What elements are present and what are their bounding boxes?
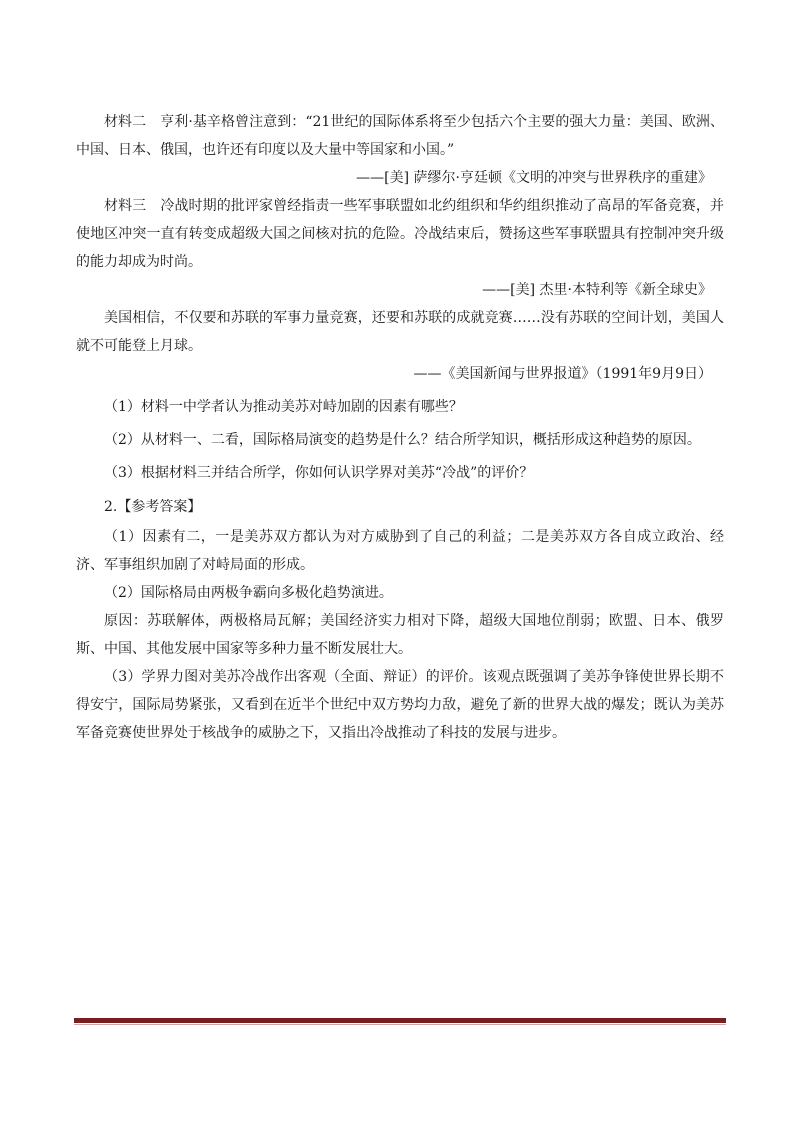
question-2: （2）从材料一、二看，国际格局演变的趋势是什么？结合所学知识，概括形成这种趋势的原因。: [104, 432, 701, 448]
question-1: （1）材料一中学者认为推动美苏对峙加剧的因素有哪些？: [104, 399, 463, 415]
material2-source: ——[美] 萨缪尔·亨廷顿《文明的冲突与世界秩序的重建》: [356, 170, 712, 186]
material2-text: 材料二 亨利·基辛格曾注意到：“21世纪的国际体系将至少包括六个主要的强大力量：美国、欧洲、中国、日本、俄国，也许还有印度以及大量中等国家和小国。”: [76, 114, 724, 158]
answer-2-reason: 原因：苏联解体，两极格局瓦解；美国经济实力相对下降，超级大国地位削弱；欧盟、日本、俄罗斯、中国、其他发展中国家等多种力量不断发展壮大。: [76, 613, 724, 657]
material3-text: 材料三 冷战时期的批评家曾经指责一些军事联盟如北约组织和华约组织推动了高昂的军备竞赛，并使地区冲突一直有转变成超级大国之间核对抗的危险。冷战结束后，赞扬这些军事联盟具有控制冲突升级的能力却成为时尚。: [76, 198, 724, 270]
answer-2: （2）国际格局由两极争霸向多极化趋势演进。: [104, 585, 393, 601]
answer-1: （1）因素有二，一是美苏双方都认为对方威胁到了自己的利益；二是美苏双方各自成立政治、经济、军事组织加剧了对峙局面的形成。: [76, 529, 724, 573]
footer-rule-thin: [74, 1024, 726, 1025]
material3-source2: ——《美国新闻与世界报道》（1991年9月9日）: [413, 366, 712, 382]
question-3: （3）根据材料三并结合所学，你如何认识学界对美苏“冷战”的评价？: [104, 465, 534, 481]
footer-rule: [74, 1018, 726, 1023]
answer-title: 2.【参考答案】: [104, 499, 202, 515]
answer-3: （3）学界力图对美苏冷战作出客观（全面、辩证）的评价。该观点既强调了美苏争锋使世界长期不得安宁，国际局势紧张，又看到在近半个世纪中双方势均力敌，避免了新的世界大战的爆发；既认为美苏军备竞赛使世界处于核战争的威胁之下，又指出冷战推动了科技的发展与进步。: [76, 669, 724, 741]
material3-source: ——[美] 杰里·本特利等《新全球史》: [482, 282, 712, 298]
document-body: [76, 108, 724, 747]
material3-text2: 美国相信，不仅要和苏联的军事力量竞赛，还要和苏联的成就竞赛……没有苏联的空间计划，美国人就不可能登上月球。: [76, 310, 724, 354]
